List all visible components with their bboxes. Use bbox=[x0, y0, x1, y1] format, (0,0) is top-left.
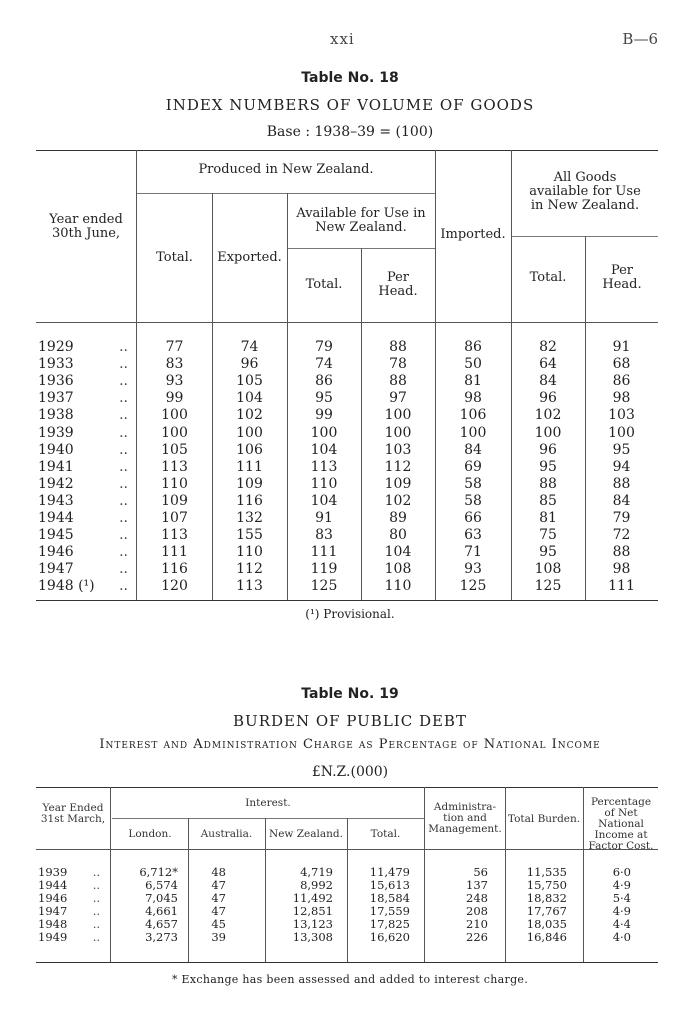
cell-total: 93 bbox=[165, 373, 184, 390]
cell-per-head: 78 bbox=[389, 356, 407, 373]
leader-dots: .. bbox=[92, 916, 100, 931]
cell-total: 99 bbox=[165, 390, 184, 407]
cell-australia: 47 bbox=[211, 877, 226, 892]
cell-imported: 86 bbox=[464, 339, 482, 355]
cell-all-per-head: 100 bbox=[608, 424, 635, 441]
cell-avail-total: 95 bbox=[315, 390, 333, 407]
cell-london: 6,712* bbox=[139, 865, 178, 879]
table18-header-all-total: Total. bbox=[529, 270, 567, 285]
cell-total: 109 bbox=[161, 492, 188, 509]
cell-per-head: 97 bbox=[389, 390, 407, 407]
cell-exported: 106 bbox=[236, 441, 263, 458]
cell-all-per-head: 88 bbox=[612, 475, 631, 492]
cell-total: 17,825 bbox=[369, 916, 410, 931]
cell-total: 11,479 bbox=[369, 865, 410, 879]
table19-header-percentage: Percentage of Net National Income at Factor Cost. bbox=[588, 796, 654, 852]
table18-top-rule bbox=[36, 150, 658, 151]
table18-header-exported: Exported. bbox=[217, 250, 282, 265]
table19-bottom-rule bbox=[36, 962, 658, 963]
row-year-label: 1939 bbox=[38, 424, 74, 441]
row-year bbox=[38, 442, 148, 459]
cell-all-total: 108 bbox=[534, 561, 562, 578]
table18-header-produced: Produced in New Zealand. bbox=[198, 162, 374, 177]
leader-dots: .. bbox=[119, 390, 128, 407]
cell-imported: 100 bbox=[459, 424, 487, 441]
table18-header-imported: Imported. bbox=[440, 227, 506, 242]
cell-total: 111 bbox=[161, 544, 188, 561]
cell-per-head: 102 bbox=[384, 492, 412, 509]
cell-total: 100 bbox=[161, 424, 188, 441]
cell-all-total: 96 bbox=[539, 390, 557, 407]
cell-imported: 84 bbox=[464, 441, 482, 458]
cell-pct: 4·0 bbox=[612, 929, 631, 944]
cell-per-head: 100 bbox=[384, 407, 412, 424]
cell-burden: 18,035 bbox=[526, 916, 567, 931]
cell-exported: 96 bbox=[240, 356, 259, 373]
row-year-label: 1937 bbox=[38, 390, 74, 407]
table18-header-bottom-rule bbox=[36, 322, 658, 323]
cell-avail-total: 104 bbox=[310, 441, 338, 458]
cell-australia: 47 bbox=[211, 903, 226, 918]
cell-exported: 109 bbox=[236, 475, 263, 492]
cell-all-per-head: 94 bbox=[612, 458, 631, 475]
row-year bbox=[38, 931, 108, 944]
row-year bbox=[38, 879, 108, 892]
leader-dots: .. bbox=[92, 865, 100, 879]
cell-total: 107 bbox=[161, 510, 188, 526]
cell-admin: 226 bbox=[466, 929, 488, 944]
table18-header-all-goods: All Goods available for Use in New Zealand. bbox=[529, 170, 641, 213]
table19-header-interest: Interest. bbox=[245, 797, 291, 809]
cell-avail-total: 104 bbox=[310, 492, 338, 509]
table18-footnote: (¹) Provisional. bbox=[305, 607, 395, 621]
cell-admin: 248 bbox=[466, 890, 488, 905]
cell-exported: 100 bbox=[236, 424, 263, 441]
row-year bbox=[38, 476, 148, 493]
row-year-label: 1936 bbox=[38, 373, 74, 390]
cell-total: 100 bbox=[161, 407, 188, 424]
leader-dots: .. bbox=[119, 475, 128, 492]
cell-all-per-head: 98 bbox=[612, 561, 631, 578]
row-year bbox=[38, 339, 148, 356]
row-year bbox=[38, 918, 108, 931]
cell-all-total: 88 bbox=[539, 475, 557, 492]
cell-nz: 11,492 bbox=[292, 890, 333, 905]
cell-exported: 104 bbox=[236, 390, 263, 407]
table19-top-rule bbox=[36, 787, 658, 788]
table19-header-burden: Total Burden. bbox=[507, 813, 581, 825]
row-year-label: 1939 bbox=[38, 865, 68, 879]
leader-dots: .. bbox=[92, 890, 100, 905]
cell-exported: 112 bbox=[236, 561, 263, 578]
cell-nz: 8,992 bbox=[300, 877, 333, 892]
table18-header-all-per-head: Per Head. bbox=[602, 263, 642, 292]
row-year-label: 1945 bbox=[38, 527, 74, 544]
row-year bbox=[38, 390, 148, 407]
cell-all-per-head: 103 bbox=[608, 407, 635, 424]
cell-admin: 208 bbox=[466, 903, 488, 918]
cell-per-head: 104 bbox=[384, 544, 412, 561]
cell-all-total: 100 bbox=[534, 424, 562, 441]
row-year bbox=[38, 373, 148, 390]
cell-total: 105 bbox=[161, 441, 188, 458]
row-year bbox=[38, 407, 148, 424]
cell-per-head: 88 bbox=[389, 373, 407, 390]
leader-dots: .. bbox=[92, 929, 100, 944]
cell-admin: 56 bbox=[473, 865, 488, 879]
row-year-label: 1944 bbox=[38, 510, 74, 526]
cell-london: 3,273 bbox=[145, 929, 178, 944]
cell-avail-total: 91 bbox=[315, 510, 333, 526]
cell-avail-total: 110 bbox=[310, 475, 338, 492]
cell-all-per-head: 79 bbox=[612, 510, 631, 526]
cell-all-per-head: 84 bbox=[612, 492, 631, 509]
cell-total: 18,584 bbox=[369, 890, 410, 905]
cell-exported: 132 bbox=[236, 510, 263, 526]
table19-number: Table No. 19 bbox=[301, 686, 399, 702]
cell-avail-total: 113 bbox=[310, 458, 338, 475]
cell-all-total: 81 bbox=[539, 510, 557, 526]
cell-burden: 11,535 bbox=[526, 865, 567, 879]
cell-nz: 13,308 bbox=[292, 929, 333, 944]
cell-total: 113 bbox=[161, 527, 188, 544]
cell-avail-total: 74 bbox=[315, 356, 333, 373]
cell-imported: 125 bbox=[459, 578, 487, 595]
cell-exported: 105 bbox=[236, 373, 263, 390]
table18-header-avail-total: Total. bbox=[305, 277, 343, 292]
cell-avail-total: 99 bbox=[315, 407, 333, 424]
page-roman-numeral: xxi bbox=[330, 30, 355, 48]
cell-exported: 74 bbox=[240, 339, 259, 355]
leader-dots: .. bbox=[92, 903, 100, 918]
cell-all-total: 125 bbox=[534, 578, 562, 595]
cell-burden: 17,767 bbox=[526, 903, 567, 918]
cell-london: 6,574 bbox=[145, 877, 178, 892]
cell-pct: 4·4 bbox=[612, 916, 631, 931]
row-year bbox=[38, 544, 148, 561]
row-year-label: 1933 bbox=[38, 356, 74, 373]
cell-imported: 66 bbox=[464, 510, 482, 526]
table19-header-year: Year Ended 31st March, bbox=[40, 802, 106, 825]
cell-australia: 45 bbox=[211, 916, 226, 931]
cell-per-head: 100 bbox=[384, 424, 412, 441]
cell-burden: 18,832 bbox=[526, 890, 567, 905]
cell-total: 15,613 bbox=[369, 877, 410, 892]
cell-imported: 81 bbox=[464, 373, 482, 390]
row-year-label: 1947 bbox=[38, 561, 74, 578]
cell-australia: 39 bbox=[211, 929, 226, 944]
cell-all-total: 75 bbox=[539, 527, 557, 544]
cell-pct: 5·4 bbox=[612, 890, 631, 905]
row-year-label: 1941 bbox=[38, 458, 74, 475]
leader-dots: .. bbox=[119, 339, 128, 355]
leader-dots: .. bbox=[119, 578, 128, 595]
cell-per-head: 109 bbox=[384, 475, 412, 492]
cell-imported: 93 bbox=[464, 561, 482, 578]
table19-header-total: Total. bbox=[370, 828, 401, 840]
leader-dots: .. bbox=[92, 877, 100, 892]
leader-dots: .. bbox=[119, 441, 128, 458]
cell-total: 113 bbox=[161, 458, 188, 475]
table19-subtitle: Interest and Administration Charge as Percentage of National Income bbox=[99, 737, 601, 752]
row-year bbox=[38, 866, 108, 879]
row-year-label: 1949 bbox=[38, 929, 68, 944]
cell-total: 16,620 bbox=[369, 929, 410, 944]
table18-number: Table No. 18 bbox=[301, 70, 399, 86]
table19-interest-rule bbox=[112, 818, 424, 819]
leader-dots: .. bbox=[119, 373, 128, 390]
cell-exported: 102 bbox=[236, 407, 263, 424]
cell-all-total: 85 bbox=[539, 492, 557, 509]
cell-admin: 137 bbox=[466, 877, 488, 892]
row-year bbox=[38, 356, 148, 373]
row-year-label: 1948 bbox=[38, 916, 68, 931]
cell-imported: 106 bbox=[459, 407, 487, 424]
cell-burden: 15,750 bbox=[526, 877, 567, 892]
cell-all-per-head: 95 bbox=[612, 441, 631, 458]
cell-admin: 210 bbox=[466, 916, 488, 931]
leader-dots: .. bbox=[119, 492, 128, 509]
cell-imported: 50 bbox=[464, 356, 482, 373]
table19-unit: £N.Z.(000) bbox=[311, 764, 389, 780]
cell-pct: 4·9 bbox=[612, 903, 631, 918]
row-year bbox=[38, 425, 148, 442]
cell-pct: 6·0 bbox=[612, 865, 631, 879]
leader-dots: .. bbox=[119, 527, 128, 544]
row-year-label: 1946 bbox=[38, 890, 68, 905]
table19-header-australia: Australia. bbox=[200, 828, 253, 840]
leader-dots: .. bbox=[119, 356, 128, 373]
cell-all-per-head: 72 bbox=[612, 527, 631, 544]
cell-nz: 12,851 bbox=[292, 903, 333, 918]
leader-dots: .. bbox=[119, 544, 128, 561]
cell-per-head: 108 bbox=[384, 561, 412, 578]
table18-header-available: Available for Use in New Zealand. bbox=[296, 206, 426, 235]
leader-dots: .. bbox=[119, 407, 128, 424]
cell-avail-total: 100 bbox=[310, 424, 338, 441]
cell-nz: 4,719 bbox=[300, 865, 333, 879]
row-year-label: 1940 bbox=[38, 441, 74, 458]
row-year-label: 1942 bbox=[38, 475, 74, 492]
cell-all-per-head: 68 bbox=[612, 356, 631, 373]
row-year-label: 1944 bbox=[38, 877, 68, 892]
cell-total: 110 bbox=[161, 475, 188, 492]
row-year-label: 1946 bbox=[38, 544, 74, 561]
cell-pct: 4·9 bbox=[612, 877, 631, 892]
cell-per-head: 89 bbox=[389, 510, 407, 526]
cell-all-total: 102 bbox=[534, 407, 562, 424]
leader-dots: .. bbox=[119, 561, 128, 578]
table19-header-nz: New Zealand. bbox=[269, 828, 343, 840]
row-year-label: 1938 bbox=[38, 407, 74, 424]
cell-avail-total: 111 bbox=[310, 544, 338, 561]
cell-australia: 48 bbox=[211, 865, 226, 879]
cell-avail-total: 119 bbox=[310, 561, 338, 578]
table18-base: Base : 1938–39 = (100) bbox=[266, 124, 434, 140]
table19-footnote: * Exchange has been assessed and added to interest charge. bbox=[171, 973, 529, 986]
cell-total: 17,559 bbox=[369, 903, 410, 918]
cell-london: 4,661 bbox=[145, 903, 178, 918]
cell-all-total: 96 bbox=[539, 441, 557, 458]
table18-header-per-head: Per Head. bbox=[378, 270, 418, 299]
row-year bbox=[38, 510, 148, 527]
cell-all-per-head: 91 bbox=[612, 339, 631, 355]
cell-all-total: 95 bbox=[539, 544, 557, 561]
cell-total: 116 bbox=[161, 561, 188, 578]
cell-nz: 13,123 bbox=[292, 916, 333, 931]
cell-total: 83 bbox=[165, 356, 184, 373]
cell-all-total: 95 bbox=[539, 458, 557, 475]
table18-title: INDEX NUMBERS OF VOLUME OF GOODS bbox=[165, 96, 535, 114]
cell-avail-total: 83 bbox=[315, 527, 333, 544]
cell-all-total: 84 bbox=[539, 373, 557, 390]
cell-avail-total: 79 bbox=[315, 339, 333, 355]
row-year-label: 1929 bbox=[38, 339, 74, 355]
row-year bbox=[38, 493, 148, 510]
cell-all-per-head: 86 bbox=[612, 373, 631, 390]
row-year-label: 1947 bbox=[38, 903, 68, 918]
cell-per-head: 88 bbox=[389, 339, 407, 355]
cell-exported: 113 bbox=[236, 578, 263, 595]
cell-total: 77 bbox=[165, 339, 184, 355]
cell-imported: 58 bbox=[464, 492, 482, 509]
cell-london: 7,045 bbox=[145, 890, 178, 905]
cell-burden: 16,846 bbox=[526, 929, 567, 944]
cell-imported: 69 bbox=[464, 458, 482, 475]
cell-exported: 116 bbox=[236, 492, 263, 509]
table19-header-admin: Administra- tion and Management. bbox=[428, 801, 502, 835]
table18-header-total: Total. bbox=[156, 250, 193, 265]
cell-all-per-head: 111 bbox=[608, 578, 635, 595]
row-year-label: 1948 (¹) bbox=[38, 578, 95, 595]
cell-imported: 58 bbox=[464, 475, 482, 492]
cell-australia: 47 bbox=[211, 890, 226, 905]
cell-exported: 110 bbox=[236, 544, 263, 561]
table18-bottom-rule bbox=[36, 600, 658, 601]
cell-exported: 111 bbox=[236, 458, 263, 475]
table19-title: BURDEN OF PUBLIC DEBT bbox=[233, 712, 467, 730]
table18-produced-rule bbox=[137, 193, 435, 194]
cell-per-head: 112 bbox=[384, 458, 412, 475]
cell-all-total: 82 bbox=[539, 339, 557, 355]
cell-imported: 98 bbox=[464, 390, 482, 407]
cell-per-head: 110 bbox=[384, 578, 412, 595]
cell-per-head: 103 bbox=[384, 441, 412, 458]
cell-imported: 71 bbox=[464, 544, 482, 561]
row-year bbox=[38, 905, 108, 918]
cell-all-total: 64 bbox=[539, 356, 557, 373]
leader-dots: .. bbox=[119, 424, 128, 441]
leader-dots: .. bbox=[119, 510, 128, 526]
row-year-label: 1943 bbox=[38, 492, 74, 509]
cell-avail-total: 125 bbox=[310, 578, 338, 595]
cell-avail-total: 86 bbox=[315, 373, 333, 390]
cell-per-head: 80 bbox=[389, 527, 407, 544]
row-year bbox=[38, 561, 148, 578]
cell-london: 4,657 bbox=[145, 916, 178, 931]
table18-header-year: Year ended 30th June, bbox=[49, 212, 123, 241]
table19-header-london: London. bbox=[128, 828, 172, 840]
page-reference: B—6 bbox=[622, 30, 658, 48]
table19-col-line bbox=[110, 787, 111, 962]
row-year bbox=[38, 459, 148, 476]
cell-all-per-head: 88 bbox=[612, 544, 631, 561]
row-year bbox=[38, 578, 148, 595]
row-year bbox=[38, 892, 108, 905]
table19-col-line bbox=[424, 787, 425, 962]
cell-imported: 63 bbox=[464, 527, 482, 544]
row-year bbox=[38, 527, 148, 544]
cell-exported: 155 bbox=[236, 527, 263, 544]
leader-dots: .. bbox=[119, 458, 128, 475]
cell-all-per-head: 98 bbox=[612, 390, 631, 407]
cell-total: 120 bbox=[161, 578, 188, 595]
